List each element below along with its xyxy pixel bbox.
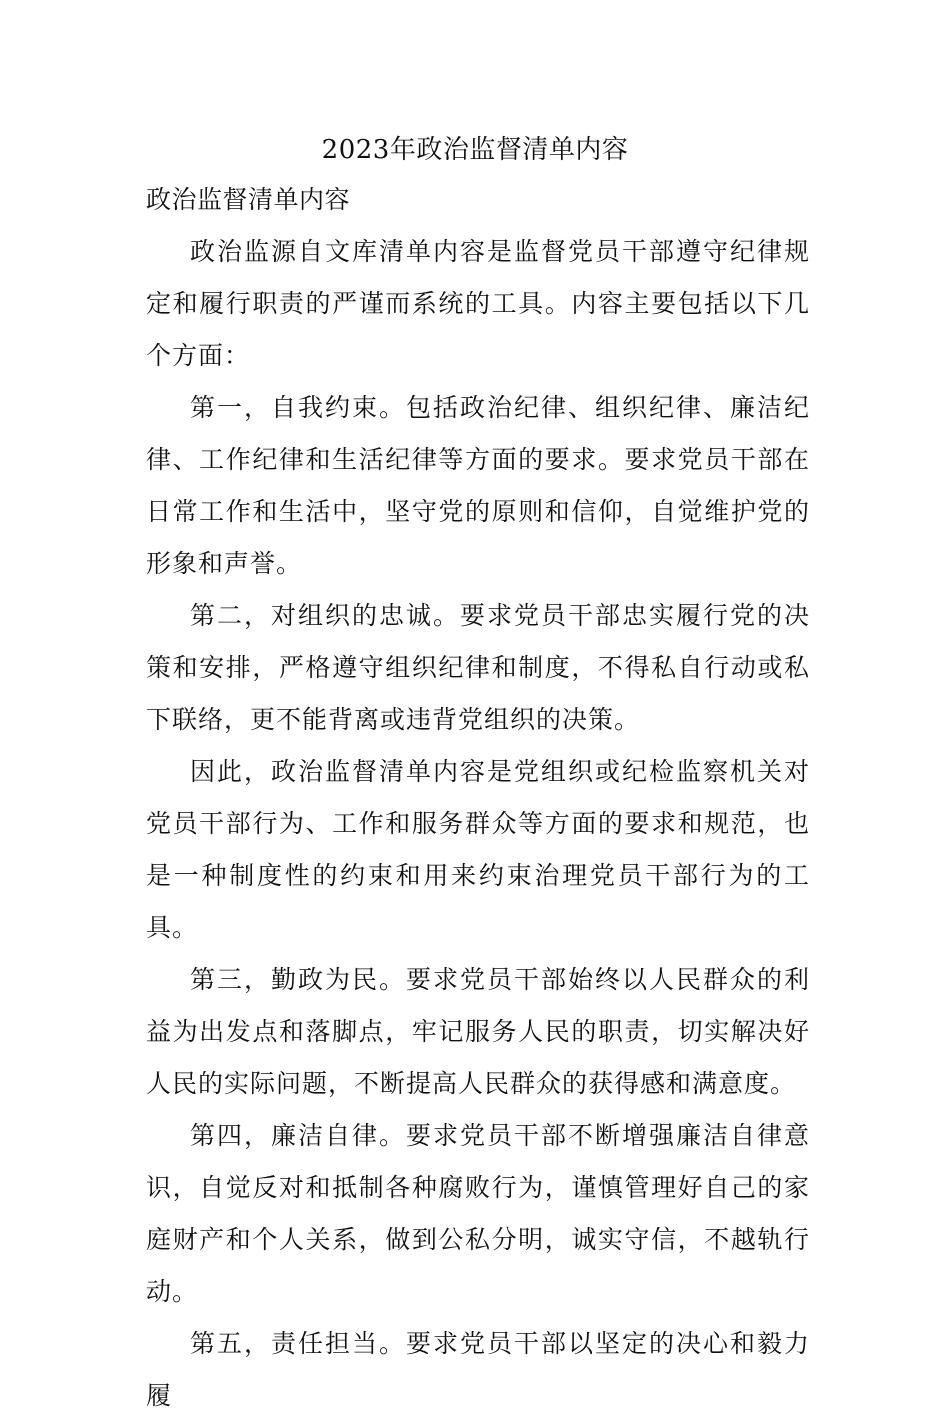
- document-title: 2023年政治监督清单内容: [321, 135, 629, 165]
- document-subtitle: 政治监督清单内容: [146, 185, 351, 214]
- paragraph-responsibility: 第五，责任担当。要求党员干部以坚定的决心和毅力履: [146, 1329, 810, 1410]
- paragraph-serve-people: 第三，勤政为民。要求党员干部始终以人民群众的利益为出发点和落脚点，牢记服务人民的职责，切实解决好人民的实际问题，不断提高人民群众的获得感和满意度。: [146, 965, 810, 1098]
- paragraph-therefore: 因此，政治监督清单内容是党组织或纪检监察机关对党员干部行为、工作和服务群众等方面的要求和规范，也是一种制度性的约束和用来约束治理党员干部行为的工具。: [146, 757, 810, 942]
- paragraph-self-discipline: 第一，自我约束。包括政治纪律、组织纪律、廉洁纪律、工作纪律和生活纪律等方面的要求。要求党员干部在日常工作和生活中，坚守党的原则和信仰，自觉维护党的形象和声誉。: [146, 393, 810, 578]
- document-body: [146, 226, 810, 1422]
- paragraph-integrity: 第四，廉洁自律。要求党员干部不断增强廉洁自律意识，自觉反对和抵制各种腐败行为，谨慎管理好自己的家庭财产和个人关系，做到公私分明，诚实守信，不越轨行动。: [146, 1121, 810, 1306]
- paragraph-intro: 政治监源自文库清单内容是监督党员干部遵守纪律规定和履行职责的严谨而系统的工具。内容主要包括以下几个方面：: [146, 237, 810, 370]
- paragraph-loyalty: 第二，对组织的忠诚。要求党员干部忠实履行党的决策和安排，严格遵守组织纪律和制度，不得私自行动或私下联络，更不能背离或违背党组织的决策。: [146, 601, 810, 734]
